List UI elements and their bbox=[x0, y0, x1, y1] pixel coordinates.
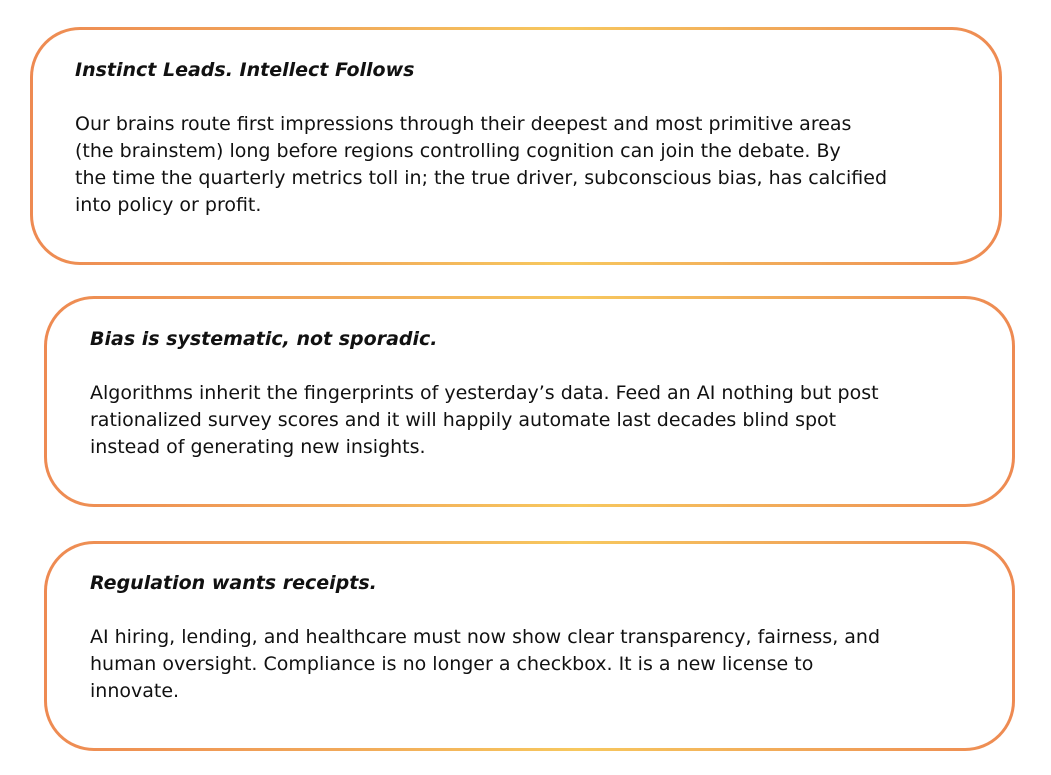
card-title: Bias is systematic, not sporadic. bbox=[90, 328, 438, 350]
card-body-line: the time the quarterly metrics toll in; the true driver, subconscious bias, has calcified bbox=[75, 167, 887, 189]
card-body-line: Our brains route first impressions through their deepest and most primitive areas bbox=[75, 113, 852, 135]
card-body-line: instead of generating new insights. bbox=[90, 436, 426, 458]
card-body bbox=[90, 380, 879, 461]
card-body bbox=[75, 111, 887, 219]
card-body-line: into policy or profit. bbox=[75, 194, 262, 216]
card-body-line: innovate. bbox=[90, 680, 180, 702]
card-body bbox=[90, 624, 880, 705]
card-title: Regulation wants receipts. bbox=[90, 572, 377, 594]
card-title: Instinct Leads. Intellect Follows bbox=[75, 59, 415, 81]
card-body-line: rationalized survey scores and it will happily automate last decades blind spot bbox=[90, 409, 837, 431]
card-body-line: AI hiring, lending, and healthcare must now show clear transparency, fairness, and bbox=[90, 626, 881, 648]
card-body-line: (the brainstem) long before regions controlling cognition can join the debate. By bbox=[75, 140, 841, 162]
card-body-line: human oversight. Compliance is no longer a checkbox. It is a new license to bbox=[90, 653, 814, 675]
card-body-line: Algorithms inherit the fingerprints of yesterday’s data. Feed an AI nothing but post bbox=[90, 382, 879, 404]
